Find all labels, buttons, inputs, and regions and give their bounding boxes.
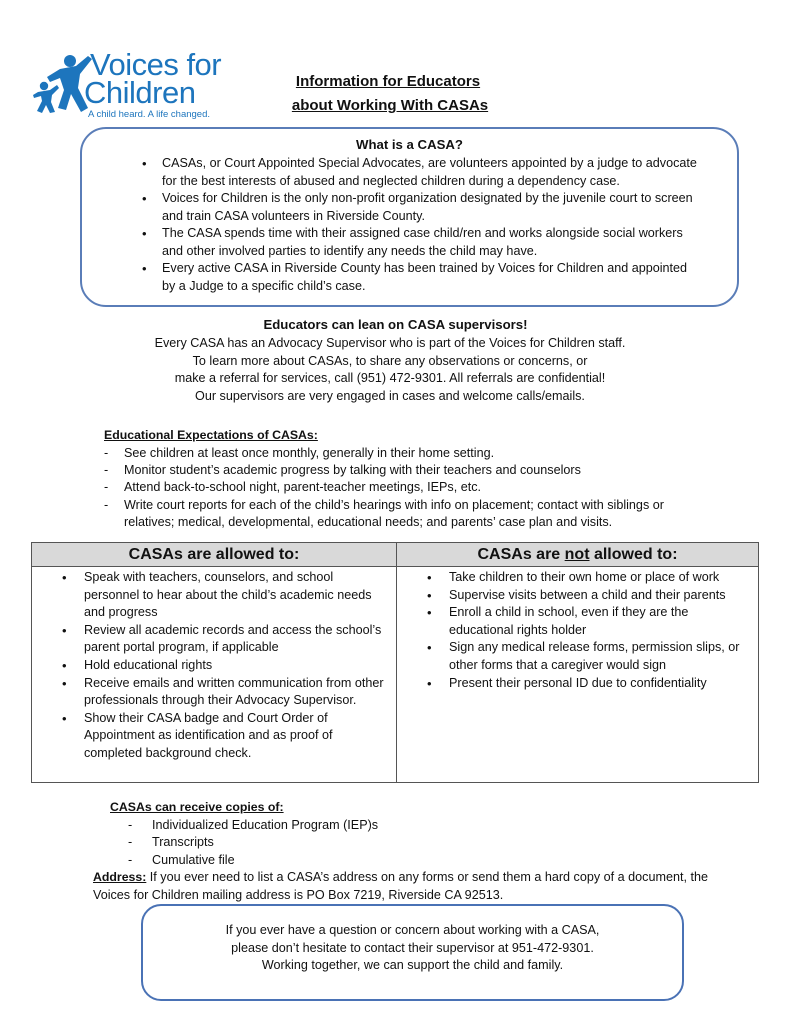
list-item: - Write court reports for each of the child’s hearings with info on placement; contact with siblings or relatives; medical, developmental, educational needs; and parents’ case plan and visits. bbox=[100, 497, 710, 531]
allowed-header: CASAs are allowed to: bbox=[32, 543, 396, 567]
list-item: - See children at least once monthly, generally in their home setting. bbox=[100, 445, 710, 462]
logo-tagline: A child heard. A life changed. bbox=[88, 109, 211, 120]
list-item: • Hold educational rights bbox=[32, 657, 396, 675]
list-item: • Review all academic records and access the school’s parent portal program, if applicable bbox=[32, 622, 396, 657]
list-item: - Transcripts bbox=[92, 834, 492, 851]
supervisors-heading: Educators can lean on CASA supervisors! bbox=[263, 317, 528, 332]
what-is-casa-heading: What is a CASA? bbox=[356, 137, 463, 152]
logo-line2: Children bbox=[84, 75, 196, 110]
list-item: • Sign any medical release forms, permission slips, or other forms that a caregiver would sign bbox=[397, 639, 758, 674]
allowed-not-allowed-table bbox=[31, 542, 759, 783]
list-item: - Cumulative file bbox=[92, 852, 492, 869]
supervisors-line: Our supervisors are very engaged in cases and welcome calls/emails. bbox=[195, 388, 585, 403]
list-item: • Enroll a child in school, even if they are the educational rights holder bbox=[397, 604, 758, 639]
list-item: • Take children to their own home or place of work bbox=[397, 569, 758, 587]
contact-callout-text bbox=[143, 922, 682, 975]
allowed-list bbox=[32, 569, 396, 763]
not-allowed-header-part: allowed to: bbox=[589, 546, 678, 563]
not-allowed-header-part: CASAs are bbox=[477, 546, 565, 563]
supervisors-line: make a referral for services, call (951) 472-9301. All referrals are confidential! bbox=[174, 371, 606, 386]
supervisors-line: Every CASA has an Advocacy Supervisor who is part of the Voices for Children staff. bbox=[154, 336, 626, 350]
list-item: - Monitor student’s academic progress by talking with their teachers and counselors bbox=[100, 462, 710, 479]
address-paragraph bbox=[93, 869, 733, 904]
copies-heading: CASAs can receive copies of: bbox=[110, 800, 284, 814]
list-item: • Show their CASA badge and Court Order of Appointment as identification and as proof of completed background check. bbox=[32, 710, 396, 763]
expectations-list bbox=[100, 445, 710, 531]
address-label: Address: bbox=[93, 870, 147, 884]
callout-line: please don’t hesitate to contact their supervisor at 951-472-9301. bbox=[231, 940, 594, 955]
list-item: - Attend back-to-school night, parent-teacher meetings, IEPs, etc. bbox=[100, 479, 710, 496]
list-item: • Supervise visits between a child and their parents bbox=[397, 587, 758, 605]
address-text: If you ever need to list a CASA’s address on any forms or send them a hard copy of a document, the Voices for Children mailing address is PO Box 7219, Riverside CA 92513. bbox=[93, 870, 708, 902]
list-item: • Present their personal ID due to confidentiality bbox=[397, 675, 758, 693]
callout-line: Working together, we can support the child and family. bbox=[261, 958, 564, 973]
list-item: - Individualized Education Program (IEP)s bbox=[92, 817, 492, 834]
not-allowed-header bbox=[397, 543, 758, 567]
expectations-heading: Educational Expectations of CASAs: bbox=[104, 428, 318, 442]
not-allowed-column bbox=[397, 567, 758, 782]
page-title-line2: about Working With CASAs bbox=[291, 97, 489, 114]
callout-line: If you ever have a question or concern about working with a CASA, bbox=[225, 923, 600, 937]
page-title-line1: Information for Educators bbox=[295, 73, 481, 90]
contact-callout-box bbox=[141, 904, 684, 1001]
supervisors-text bbox=[80, 335, 700, 405]
not-allowed-header-emphasis: not bbox=[564, 546, 590, 563]
allowed-column bbox=[32, 567, 396, 782]
list-item: • CASAs, or Court Appointed Special Advocates, are volunteers appointed by a judge to advocate for the best interests of abused and neglected children during a dependency case. bbox=[138, 155, 698, 190]
list-item: • Receive emails and written communication from other professionals through their Advocacy Supervisor. bbox=[32, 675, 396, 710]
supervisors-line: To learn more about CASAs, to share any observations or concerns, or bbox=[192, 353, 588, 368]
list-item: • Every active CASA in Riverside County has been trained by Voices for Children and appointed by a Judge to a specific child’s case. bbox=[138, 260, 698, 295]
list-item: • Speak with teachers, counselors, and school personnel to hear about the child’s academic needs and progress bbox=[32, 569, 396, 622]
list-item: • Voices for Children is the only non-profit organization designated by the juvenile court to screen and train CASA volunteers in Riverside County. bbox=[138, 190, 698, 225]
copies-list bbox=[92, 817, 492, 869]
logo-line1: Voices for bbox=[90, 47, 222, 82]
list-item: • The CASA spends time with their assigned case child/ren and works alongside social workers and other involved parties to identify any needs the child may have. bbox=[138, 225, 698, 260]
voices-for-children-logo bbox=[30, 47, 250, 120]
not-allowed-list bbox=[397, 569, 758, 692]
what-is-casa-box bbox=[80, 127, 739, 307]
what-is-casa-list bbox=[138, 155, 698, 295]
